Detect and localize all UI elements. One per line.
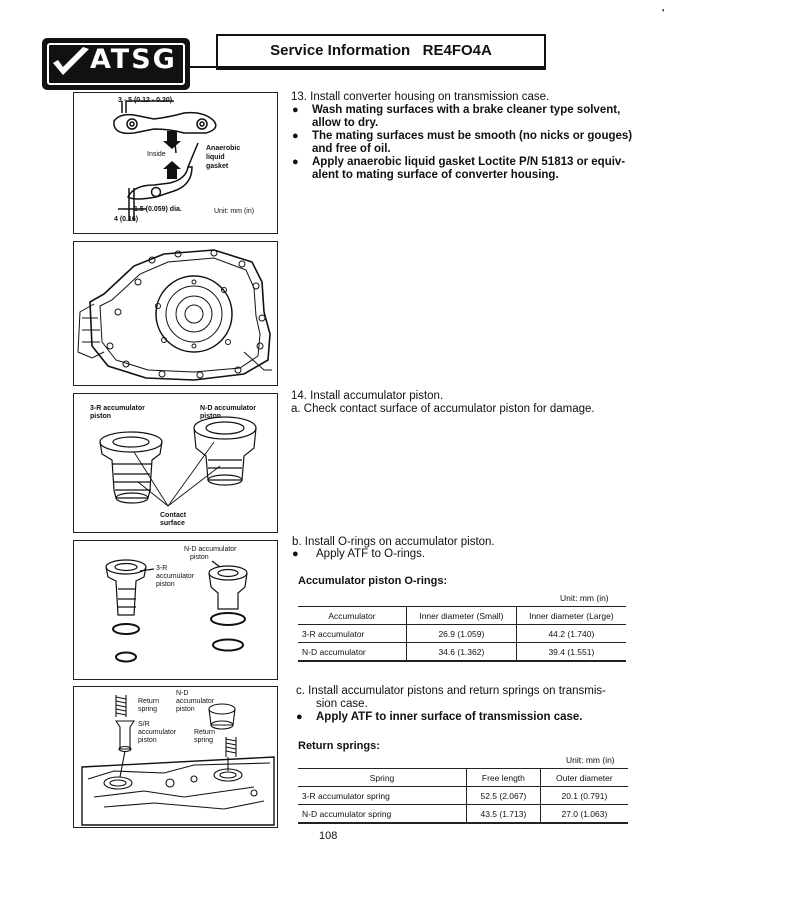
sr-label-1: S/R [138,721,150,728]
dim-top-label: 3 - 5 (0.12 - 0.20) [118,97,173,104]
table-cell: N-D accumulator spring [298,805,467,824]
nd-accum-label-2: accumulator [176,698,215,705]
step-14c-bullet: Apply ATF to inner surface of transmission case. [316,711,583,723]
oring-table-unit: Unit: mm (in) [560,593,609,603]
spring-table-title: Return springs: [298,740,380,752]
3r-label-3: piston [156,581,175,588]
inside-label: Inside [147,151,166,158]
dim-left-label: 4 (0.16) [114,216,139,223]
3r-piston-label-2: piston [90,413,111,420]
return-spring-label-2: spring [138,706,158,713]
figure-gasket-application [73,92,278,234]
step-13-bullet-1a: Wash mating surfaces with a brake cleaner type solvent, [312,104,621,116]
title-rule [190,66,544,68]
gasket-label-1: Anaerobic [206,145,241,152]
step-14c-line-2: sion case. [316,698,368,710]
step-13-bullet-2b: and free of oil. [312,143,391,155]
step-14b: b. Install O-rings on accumulator piston. [292,536,495,548]
unit-label: Unit: mm (in) [214,208,255,215]
table-cell: 39.4 (1.551) [516,643,626,662]
table-row [298,643,626,662]
table-row [298,625,626,643]
gasket-label-3: gasket [206,163,229,170]
figure-install-pistons-springs [73,686,278,828]
table-cell: 43.5 (1.713) [467,805,541,824]
table-header-row [298,769,628,787]
sr-label-3: piston [138,737,157,744]
bullet-dot: ● [296,711,303,723]
contact-label-1: Contact [160,512,187,519]
orings-drawing [74,541,277,679]
step-14a: a. Check contact surface of accumulator piston for damage. [291,403,595,415]
return-spring2-label-1: Return [194,729,216,736]
page-title-box [216,34,546,70]
oring-table [298,606,626,662]
gasket-label-2: liquid [206,154,225,161]
step-14-heading: 14. Install accumulator piston. [291,390,444,402]
table-cell: 26.9 (1.059) [407,625,517,643]
table-cell: 34.6 (1.362) [407,643,517,662]
table-cell: 20.1 (0.791) [540,787,628,805]
nd-accum-label-3: piston [176,706,195,713]
spring-table [298,768,628,824]
page-number: 108 [319,830,338,842]
converter-housing-drawing [74,242,277,385]
spring-table-unit: Unit: mm (in) [566,755,615,765]
table-cell: 52.5 (2.067) [467,787,541,805]
return-spring2-label-2: spring [194,737,214,744]
step-14c-line-1: c. Install accumulator pistons and return springs on transmis- [296,685,606,697]
nd-label-2: piston [190,554,209,561]
nd-piston-label-2: piston [200,413,221,420]
step-13-bullet-3b: alent to mating surface of converter housing. [312,169,559,181]
step-13-heading: 13. Install converter housing on transmission case. [291,91,550,103]
table-cell: 3-R accumulator spring [298,787,467,805]
table-cell: 27.0 (1.063) [540,805,628,824]
page-mark: ' [662,8,665,19]
table-header-cell: Accumulator [298,607,407,625]
figure-accumulator-contact [73,393,278,533]
atsg-logo [42,38,190,90]
nd-label-1: N-D accumulator [184,546,237,553]
dia-label: 1.5 (0.059) dia. [134,206,182,213]
checkmark-icon [49,43,95,85]
bullet-dot: ● [292,156,299,168]
step-13-bullet-3a: Apply anaerobic liquid gasket Loctite P/N 51813 or equiv- [312,156,626,168]
table-header-cell: Inner diameter (Large) [516,607,626,625]
table-cell: 44.2 (1.740) [516,625,626,643]
table-row [298,787,628,805]
step-13-bullet-1b: allow to dry. [312,117,379,129]
bullet-dot: ● [292,548,299,560]
page-title: Service Information RE4FO4A [270,42,492,59]
table-header-cell: Free length [467,769,541,787]
sr-label-2: accumulator [138,729,177,736]
nd-accum-label-1: N-D [176,690,189,697]
step-13-bullet-2a: The mating surfaces must be smooth (no nicks or gouges) [312,130,633,142]
table-cell: 3-R accumulator [298,625,407,643]
figure-accumulator-orings [73,540,278,680]
table-cell: N-D accumulator [298,643,407,662]
table-header-row [298,607,626,625]
oring-table-title: Accumulator piston O-rings: [298,575,448,587]
3r-piston-label-1: 3-R accumulator [90,405,145,412]
table-header-cell: Spring [298,769,467,787]
table-header-cell: Outer diameter [540,769,628,787]
return-spring-label-1: Return [138,698,160,705]
3r-label-1: 3-R [156,565,168,572]
logo-text: ATSG [90,44,177,75]
contact-label-2: surface [160,520,185,527]
3r-label-2: accumulator [156,573,195,580]
table-header-cell: Inner diameter (Small) [407,607,517,625]
nd-piston-label-1: N-D accumulator [200,405,257,412]
bullet-dot: ● [292,104,299,116]
step-14b-bullet: Apply ATF to O-rings. [316,548,426,560]
table-row [298,805,628,824]
figure-converter-housing [73,241,278,386]
bullet-dot: ● [292,130,299,142]
